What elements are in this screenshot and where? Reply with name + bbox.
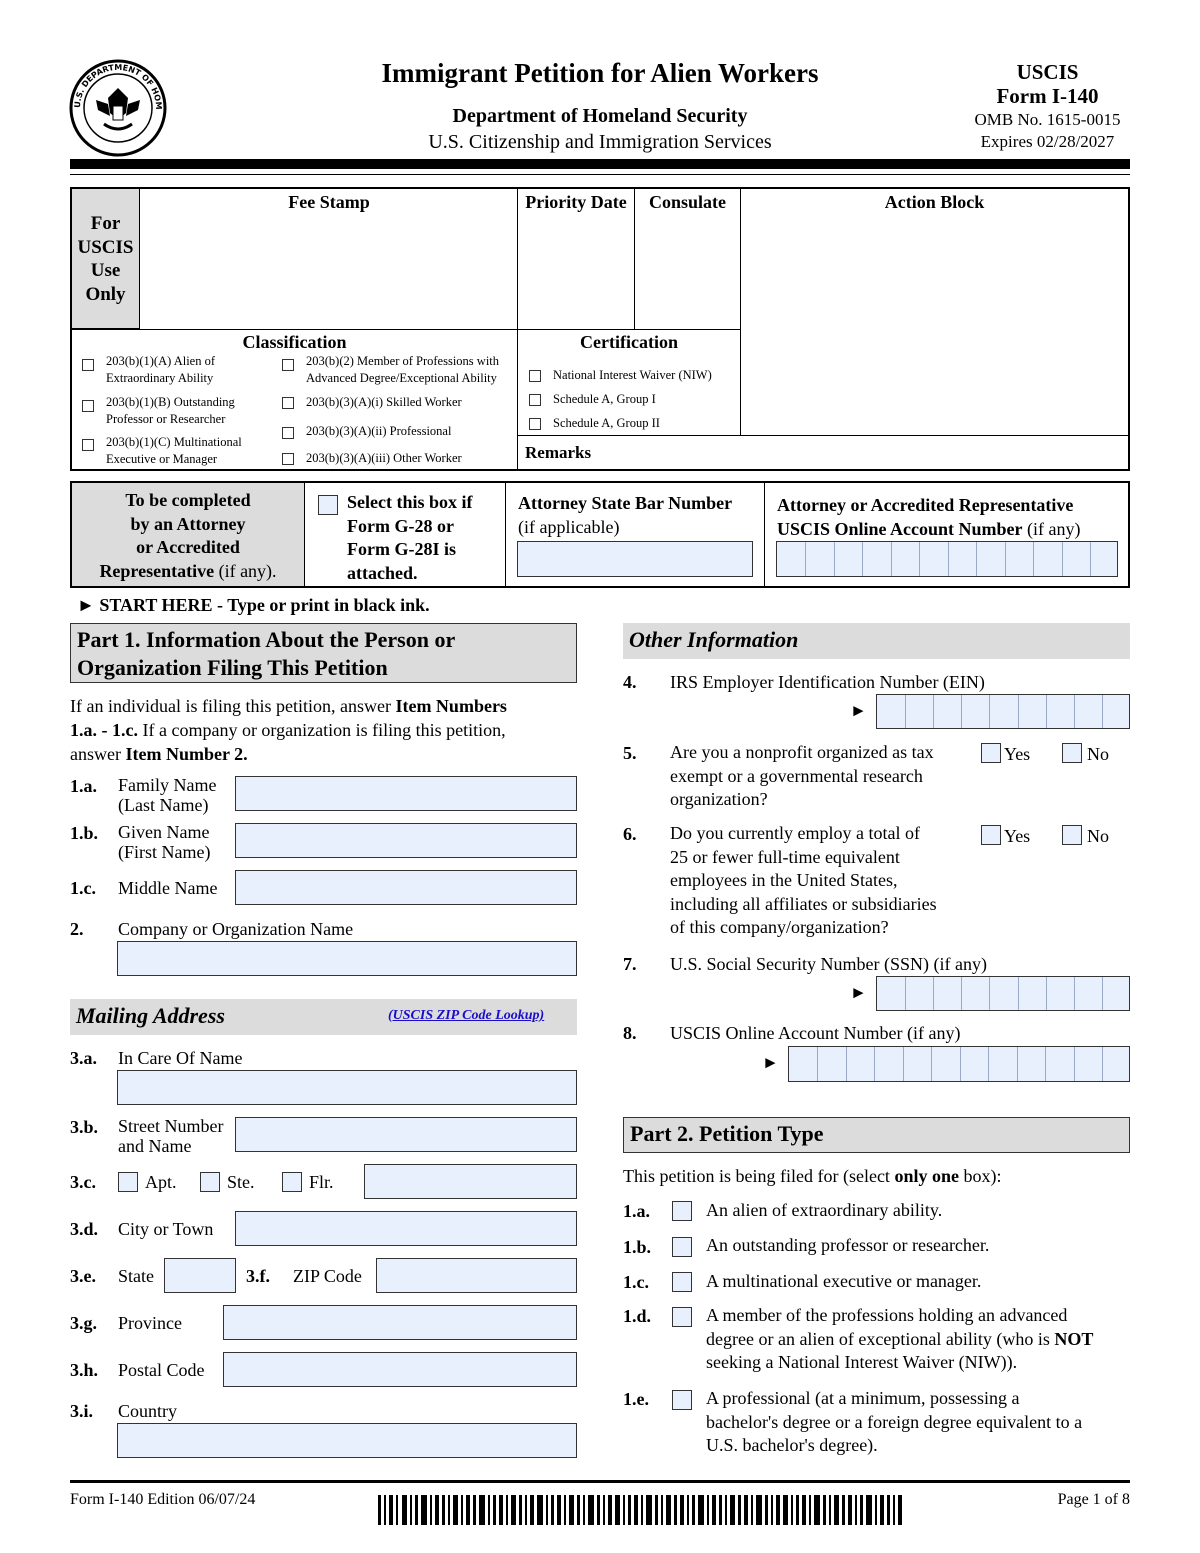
city-input[interactable] [235,1211,577,1246]
province-input[interactable] [223,1305,577,1340]
for-uscis-use-only: For USCIS Use Only [72,189,140,329]
bar-number-input[interactable] [517,541,753,577]
class-other-worker-checkbox[interactable] [282,453,294,465]
zip-code-label: ZIP Code [293,1266,362,1286]
online-account-arrow-icon: ► [762,1053,779,1072]
street-input[interactable] [235,1117,577,1152]
part1-title: Part 1. Information About the Person or Organization Filing This Petition [70,623,577,683]
item-2-number: 2. [70,919,84,939]
dhs-seal [68,58,168,158]
employees-no-label: No [1087,826,1109,846]
certification-label: Certification [580,332,678,352]
form-title: Immigrant Petition for Alien Workers [381,58,819,88]
ste-label: Ste. [227,1172,255,1192]
online-account-label: USCIS Online Account Number (if any) [670,1023,961,1043]
petition-type-1e-checkbox[interactable] [672,1390,692,1410]
header-rule [70,159,1130,169]
petition-type-1e-label: A professional (at a minimum, possessing a bachelor's degree or a foreign degree equivalent to a U.S. bachelor's degree). [706,1388,1083,1455]
ein-input[interactable] [876,694,1130,729]
uscis-label: USCIS [1016,60,1079,84]
item-3h-number: 3.h. [70,1360,99,1380]
g28-attached-checkbox[interactable] [318,495,338,515]
employees-no-checkbox[interactable] [1062,825,1082,845]
item-p2-1d-number: 1.d. [623,1306,652,1326]
city-label: City or Town [118,1219,214,1239]
cert-sched-a-2-checkbox[interactable] [529,418,541,430]
country-input[interactable] [117,1423,577,1458]
item-3e-number: 3.e. [70,1266,96,1286]
attorney-account-input[interactable] [776,541,1118,577]
bar-number-sublabel: (if applicable) [518,517,620,537]
item-p2-1b-number: 1.b. [623,1237,652,1257]
header-thin-rule [70,174,1130,175]
nonprofit-no-checkbox[interactable] [1062,743,1082,763]
country-label: Country [118,1401,178,1421]
ssn-arrow-icon: ► [850,983,867,1002]
item-6-number: 6. [623,824,637,844]
cert-niw-checkbox[interactable] [529,370,541,382]
state-select[interactable] [164,1258,236,1293]
petition-type-1b-label: An outstanding professor or researcher. [706,1235,990,1255]
part2-intro: This petition is being filed for (select only one box): [623,1166,1002,1186]
item-1b-number: 1.b. [70,823,99,843]
family-name-input[interactable] [235,776,577,811]
ssn-input[interactable] [876,976,1130,1011]
employees-yes-label: Yes [1004,826,1031,846]
g28-label: Select this box if Form G-28 or Form G-28I is attached. [347,492,473,583]
petition-type-1d-label: A member of the professions holding an advanced degree or an alien of exceptional ability (who is NOT seeking a National Interest Waiver (NIW)). [706,1305,1094,1372]
item-3a-number: 3.a. [70,1048,97,1068]
action-block-label: Action Block [884,192,985,212]
middle-name-input[interactable] [235,870,577,905]
class-eb1b-checkbox[interactable] [82,400,94,412]
remarks-label: Remarks [525,443,592,462]
class-eb1c-label: 203(b)(1)(C) Multinational Executive or Manager [106,435,242,466]
priority-date-label: Priority Date [525,192,627,212]
given-name-label: Given Name (First Name) [118,822,211,862]
postal-code-label: Postal Code [118,1360,205,1380]
ste-checkbox[interactable] [200,1172,220,1192]
ein-label: IRS Employer Identification Number (EIN) [670,672,985,692]
part1-intro: If an individual is filing this petition, answer Item Numbers 1.a. - 1.c. If a company or organization is filing this petition, answer Item Number 2. [70,696,507,764]
class-professional-label: 203(b)(3)(A)(ii) Professional [306,424,452,438]
expiration-date: Expires 02/28/2027 [980,132,1115,151]
in-care-of-input[interactable] [117,1070,577,1105]
footer-form-edition: Form I-140 Edition 06/07/24 [70,1491,256,1508]
attorney-account-label-2: USCIS Online Account Number (if any) [777,519,1081,539]
flr-label: Flr. [309,1172,334,1192]
form-number: Form I-140 [996,84,1099,108]
footer-rule [70,1480,1130,1483]
item-3d-number: 3.d. [70,1219,99,1239]
class-eb2-label: 203(b)(2) Member of Professions with Advanced Degree/Exceptional Ability [306,354,500,385]
part2-title: Part 2. Petition Type [623,1117,1130,1153]
cert-sched-a-2-label: Schedule A, Group II [553,416,660,430]
item-3b-number: 3.b. [70,1117,99,1137]
class-skilled-checkbox[interactable] [282,397,294,409]
fee-stamp-label: Fee Stamp [288,192,370,212]
item-3i-number: 3.i. [70,1401,94,1421]
class-skilled-label: 203(b)(3)(A)(i) Skilled Worker [306,395,462,409]
class-other-worker-label: 203(b)(3)(A)(iii) Other Worker [306,451,462,465]
footer-page-number: Page 1 of 8 [1057,1491,1130,1508]
department-name: Department of Homeland Security [452,105,748,127]
province-label: Province [118,1313,182,1333]
classification-label: Classification [242,332,347,352]
petition-type-1d-checkbox[interactable] [672,1307,692,1327]
given-name-input[interactable] [235,823,577,858]
nonprofit-no-label: No [1087,744,1109,764]
agency-name: U.S. Citizenship and Immigration Services [428,131,772,153]
consulate-label: Consulate [648,192,726,212]
employees-yes-checkbox[interactable] [981,825,1001,845]
item-3c-number: 3.c. [70,1172,96,1192]
postal-code-input[interactable] [223,1352,577,1387]
seal-text: U.S. DEPARTMENT OF HOM [72,62,164,110]
company-name-label: Company or Organization Name [118,919,354,939]
attorney-account-label: Attorney or Accredited Representative [777,495,1074,515]
petition-type-1a-label: An alien of extraordinary ability. [706,1200,943,1220]
item-3f-number: 3.f. [246,1266,270,1286]
attorney-note: To be completed by an Attorney or Accredited Representative (if any). [72,483,305,586]
item-3g-number: 3.g. [70,1313,97,1333]
unit-number-input[interactable] [364,1164,577,1199]
item-p2-1c-number: 1.c. [623,1272,649,1292]
class-eb1b-label: 203(b)(1)(B) Outstanding Professor or Researcher [106,395,235,426]
item-p2-1a-number: 1.a. [623,1201,650,1221]
barcode [376,1493,906,1527]
cert-niw-label: National Interest Waiver (NIW) [553,368,712,382]
petition-type-1c-checkbox[interactable] [672,1272,692,1292]
other-information-header: Other Information [623,623,1130,659]
state-label: State [118,1266,154,1286]
nonprofit-question: Are you a nonprofit organized as tax exempt or a governmental research organization? [670,742,934,809]
class-eb1a-label: 203(b)(1)(A) Alien of Extraordinary Ability [106,354,215,385]
mailing-address-header: Mailing Address [70,999,577,1035]
zip-code-lookup-link[interactable]: (USCIS ZIP Code Lookup) [388,1008,545,1023]
item-7-number: 7. [623,954,637,974]
item-8-number: 8. [623,1023,637,1043]
item-1a-number: 1.a. [70,776,97,796]
cert-sched-a-1-label: Schedule A, Group I [553,392,656,406]
ssn-label: U.S. Social Security Number (SSN) (if any) [670,954,987,974]
middle-name-label: Middle Name [118,878,218,898]
company-name-input[interactable] [117,941,577,976]
nonprofit-yes-checkbox[interactable] [981,743,1001,763]
item-1c-number: 1.c. [70,878,96,898]
online-account-input[interactable] [788,1046,1130,1082]
item-4-number: 4. [623,672,637,692]
item-p2-1e-number: 1.e. [623,1389,649,1409]
class-eb2-checkbox[interactable] [282,359,294,371]
start-here: ► START HERE - Type or print in black ink. [77,595,430,615]
in-care-of-label: In Care Of Name [118,1048,243,1068]
class-eb1c-checkbox[interactable] [82,439,94,451]
employee-count-question: Do you currently employ a total of 25 or fewer full-time equivalent employees in the United States, including all affiliates or subsidiaries of this company/organization? [670,823,937,937]
petition-type-1c-label: A multinational executive or manager. [706,1271,982,1291]
cert-sched-a-1-checkbox[interactable] [529,394,541,406]
class-professional-checkbox[interactable] [282,427,294,439]
nonprofit-yes-label: Yes [1004,744,1031,764]
zip-code-input[interactable] [376,1258,577,1293]
street-label: Street Number and Name [118,1116,224,1156]
apt-checkbox[interactable] [118,1172,138,1192]
bar-number-label: Attorney State Bar Number [518,493,733,513]
petition-type-1a-checkbox[interactable] [672,1201,692,1221]
family-name-label: Family Name (Last Name) [118,775,217,815]
petition-type-1b-checkbox[interactable] [672,1237,692,1257]
class-eb1a-checkbox[interactable] [82,359,94,371]
flr-checkbox[interactable] [282,1172,302,1192]
apt-label: Apt. [145,1172,177,1192]
omb-number: OMB No. 1615-0015 [974,110,1121,129]
ein-arrow-icon: ► [850,701,867,720]
item-5-number: 5. [623,743,637,763]
